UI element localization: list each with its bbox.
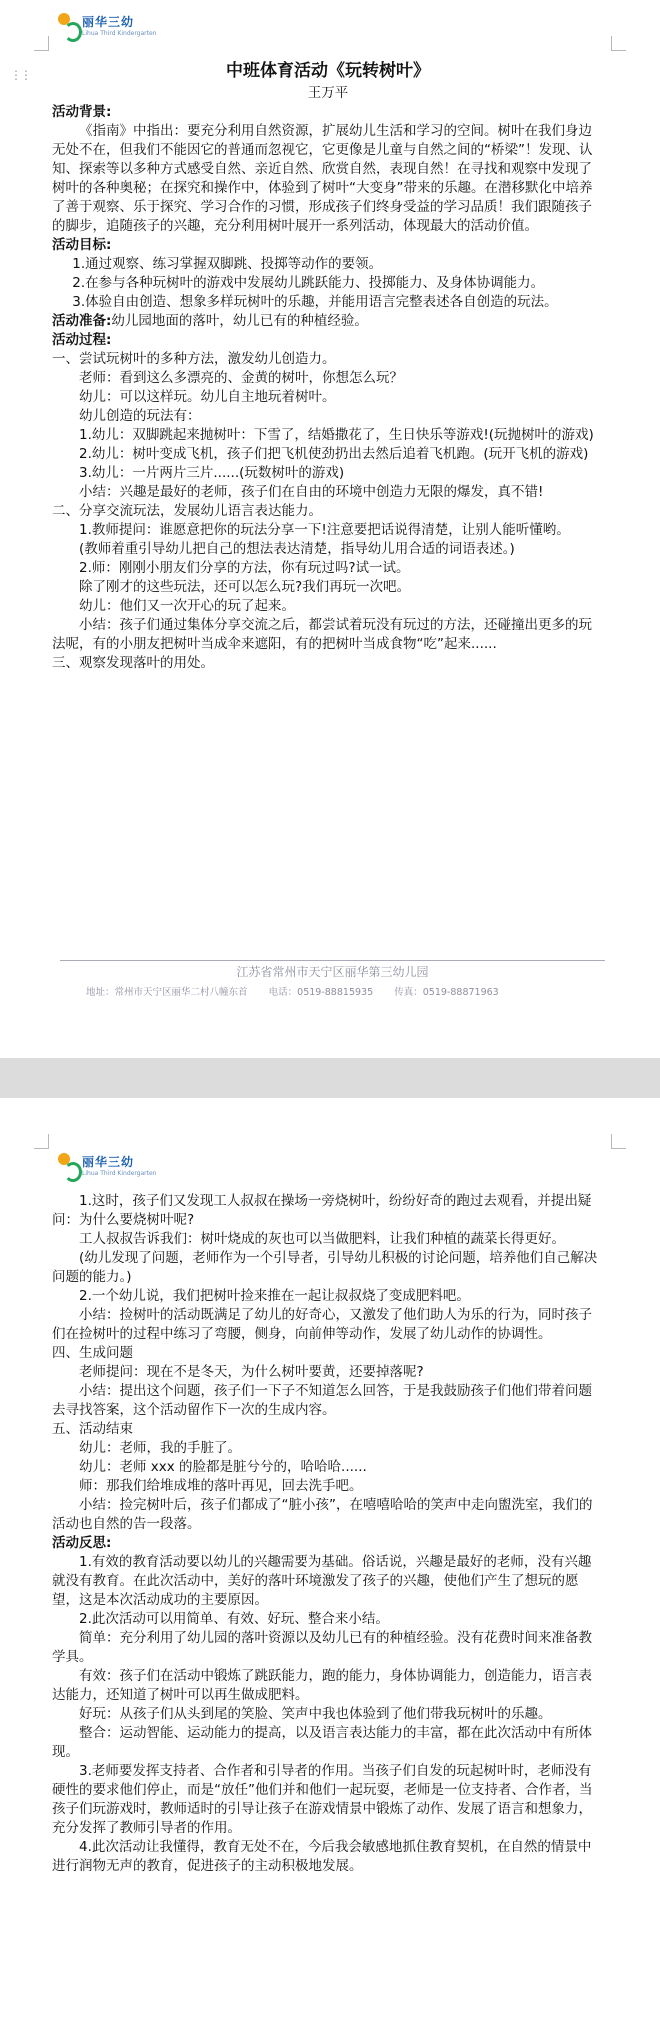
paragraph: 小结：孩子们通过集体分享交流之后，都尝试着玩没有玩过的方法，还碰撞出更多的玩法呢，有的小朋友把树叶当成伞来遮阳，有的把树叶当成食物“吃”起来......: [52, 617, 592, 652]
paragraph: 幼儿：老师，我的手脏了。: [79, 1440, 241, 1456]
paragraph: 幼儿：老师 xxx 的脸都是脏兮兮的，哈哈哈......: [79, 1459, 367, 1475]
author-name: 王万平: [307, 85, 349, 101]
goal-item: 2.在参与各种玩树叶的游戏中发展幼儿跳跃能力、投掷能力、及身体协调能力。: [72, 275, 545, 291]
paragraph: 小结：捡完树叶后，孩子们都成了“脏小孩”，在嘻嘻哈哈的笑声中走向盥洗室，我们的活动也自然的告一段落。: [52, 1497, 593, 1532]
step-heading: 四、生成问题: [52, 1345, 133, 1361]
footer-divider: [60, 960, 605, 961]
paragraph: 整合：运动智能、运动能力的提高，以及语言表达能力的丰富，都在此次活动中有所体现。: [52, 1725, 592, 1760]
footer-contact: [60, 984, 605, 998]
page2-body: [52, 1192, 604, 1876]
section-heading-goals: 活动目标:: [52, 237, 112, 253]
paragraph: 幼儿创造的玩法有：: [79, 408, 201, 424]
paragraph: 老师：看到这么多漂亮的、金黄的树叶，你想怎么玩？: [79, 370, 403, 386]
paragraph: (教师着重引导幼儿把自己的想法表达清楚，指导幼儿用合适的词语表述。): [79, 541, 515, 557]
paragraph: 1.有效的教育活动要以幼儿的兴趣需要为基础。俗话说，兴趣是最好的老师，没有兴趣就没有教育。在此次活动中，美好的落叶环境激发了孩子的兴趣，使他们产生了想玩的愿望，这是本次活动成功的主要原因。: [52, 1554, 592, 1608]
logo-name-cn: 丽华三幼: [82, 1155, 135, 1169]
step-heading: 五、活动结束: [52, 1421, 133, 1437]
school-logo: [56, 1150, 156, 1180]
paragraph: 2.此次活动可以用简单、有效、好玩、整合来小结。: [79, 1611, 389, 1627]
footer-fax: 传真：0519-88871963: [394, 987, 499, 998]
margin-corner-mark: [611, 1134, 626, 1149]
logo-mark-icon: [56, 1150, 78, 1180]
paragraph: 好玩：从孩子们从头到尾的笑脸、笑声中我也体验到了他们带我玩树叶的乐趣。: [79, 1706, 552, 1722]
paragraph: 有效：孩子们在活动中锻炼了跳跃能力，跑的能力，身体协调能力，创造能力，语言表达能力，还知道了树叶可以再生做成肥料。: [52, 1668, 592, 1703]
paragraph: 幼儿：可以这样玩。幼儿自主地玩着树叶。: [79, 389, 336, 405]
document-title: 中班体育活动《玩转树叶》: [226, 61, 430, 81]
paragraph: 幼儿：他们又一次开心的玩了起来。: [79, 598, 295, 614]
paragraph: 小结：捡树叶的活动既满足了幼儿的好奇心，又激发了他们助人为乐的行为，同时孩子们在捡树叶的过程中练习了弯腰，侧身，向前伸等动作，发展了幼儿动作的协调性。: [52, 1307, 592, 1342]
footer-phone: 电话：0519-88815935: [268, 987, 374, 998]
paragraph: 2.一个幼儿说，我们把树叶捡来推在一起让叔叔烧了变成肥料吧。: [79, 1288, 470, 1304]
paragraph: 小结：提出这个问题，孩子们一下子不知道怎么回答，于是我鼓励孩子们他们带着问题去寻找答案，这个活动留作下一次的生成内容。: [52, 1383, 592, 1418]
paragraph: 4.此次活动让我懂得，教育无处不在，今后我会敏感地抓住教育契机，在自然的情景中进行润物无声的教育，促进孩子的主动积极地发展。: [52, 1839, 592, 1874]
school-logo: [56, 10, 156, 40]
paragraph: 小结：兴趣是最好的老师，孩子们在自由的环境中创造力无限的爆发，真不错!: [79, 484, 544, 500]
goal-item: 3.体验自由创造、想象多样玩树叶的乐趣，并能用语言完整表述各自创造的玩法。: [72, 294, 558, 310]
paragraph: (幼儿发现了问题，老师作为一个引导者，引导幼儿积极的讨论问题，培养他们自己解决问题的能力。): [52, 1250, 598, 1285]
prep-line: [52, 312, 604, 331]
paragraph: 简单：充分利用了幼儿园的落叶资源以及幼儿已有的种植经验。没有花费时间来准备教学具。: [52, 1630, 592, 1665]
paragraph: 1.这时，孩子们又发现工人叔叔在操场一旁烧树叶，纷纷好奇的跑过去观看，并提出疑问：为什么要烧树叶呢?: [52, 1193, 592, 1228]
paragraph: 3.老师要发挥支持者、合作者和引导者的作用。当孩子们自发的玩起树叶时，老师没有硬性的要求他们停止，而是“放任”他们并和他们一起玩耍，老师是一位支持者、合作者，当孩子们玩游戏时，教师适时的引导让孩子在游戏情景中锻炼了动作、发展了语言和想象力，充分发挥了教师引导者的作用。: [52, 1763, 593, 1836]
drag-handle-icon[interactable]: ⋮⋮: [10, 68, 30, 82]
prep-text: 幼儿园地面的落叶，幼儿已有的种植经验。: [111, 313, 368, 329]
step-heading: 二、分享交流玩法，发展幼儿语言表达能力。: [52, 503, 322, 519]
paragraph: 老师提问：现在不是冬天，为什么树叶要黄，还要掉落呢?: [79, 1364, 424, 1380]
paragraph: 工人叔叔告诉我们：树叶烧成的灰也可以当做肥料，让我们种植的蔬菜长得更好。: [79, 1231, 565, 1247]
section-heading-background: 活动背景:: [52, 104, 112, 120]
page-footer: [60, 960, 605, 998]
footer-school-name: 江苏省常州市天宁区丽华第三幼儿园: [236, 965, 429, 979]
paragraph: 1.幼儿：双脚跳起来抛树叶：下雪了，结婚撒花了，生日快乐等游戏!(玩抛树叶的游戏): [79, 427, 594, 443]
footer-address: 地址：常州市天宁区丽华二村八幢东首: [86, 987, 248, 998]
paragraph: 2.师：刚刚小朋友们分享的方法，你有玩过吗?试一试。: [79, 560, 410, 576]
document-page-2: [0, 1098, 660, 2032]
section-heading-prep: 活动准备:: [52, 313, 112, 329]
logo-name-en: Lihua Third Kindergarten: [82, 1170, 157, 1177]
paragraph: 1.教师提问：谁愿意把你的玩法分享一下!注意要把话说得清楚，让别人能听懂哟。: [79, 522, 570, 538]
margin-corner-mark: [611, 36, 626, 51]
paragraph: 3.幼儿：一片两片三片......(玩数树叶的游戏): [79, 465, 345, 481]
margin-corner-mark: [34, 36, 49, 51]
paragraph: 师：那我们给堆成堆的落叶再见，回去洗手吧。: [79, 1478, 363, 1494]
step-heading: 一、尝试玩树叶的多种方法，激发幼儿创造力。: [52, 351, 336, 367]
paragraph: 除了刚才的这些玩法，还可以怎么玩?我们再玩一次吧。: [79, 579, 411, 595]
page1-body: [52, 58, 604, 673]
margin-corner-mark: [34, 1134, 49, 1149]
section-heading-reflection: 活动反思:: [52, 1535, 112, 1551]
background-paragraph: 《指南》中指出：要充分利用自然资源，扩展幼儿生活和学习的空间。树叶在我们身边无处不在，但我们不能因它的普通而忽视它，它更像是儿童与自然之间的“桥梁”！发现、认知、探索等以多种方式感受自然、亲近自然、欣赏自然，表现自然！在寻找和观察中发现了树叶的各种奥秘；在探究和操作中，体验到了树叶“大变身”带来的乐趣。在潜移默化中培养了善于观察、乐于探究、学习合作的习惯，形成孩子们终身受益的学习品质！我们跟随孩子的脚步，追随孩子的兴趣，充分利用树叶展开一系列活动，体现最大的活动价值。: [52, 123, 593, 234]
section-heading-process: 活动过程:: [52, 332, 112, 348]
logo-name-cn: 丽华三幼: [82, 15, 135, 29]
logo-name-en: Lihua Third Kindergarten: [82, 30, 157, 37]
logo-mark-icon: [56, 10, 78, 40]
step-heading: 三、观察发现落叶的用处。: [52, 655, 214, 671]
paragraph: 2.幼儿：树叶变成飞机，孩子们把飞机使劲扔出去然后追着飞机跑。(玩开飞机的游戏): [79, 446, 589, 462]
goal-item: 1.通过观察、练习掌握双脚跳、投掷等动作的要领。: [72, 256, 383, 272]
